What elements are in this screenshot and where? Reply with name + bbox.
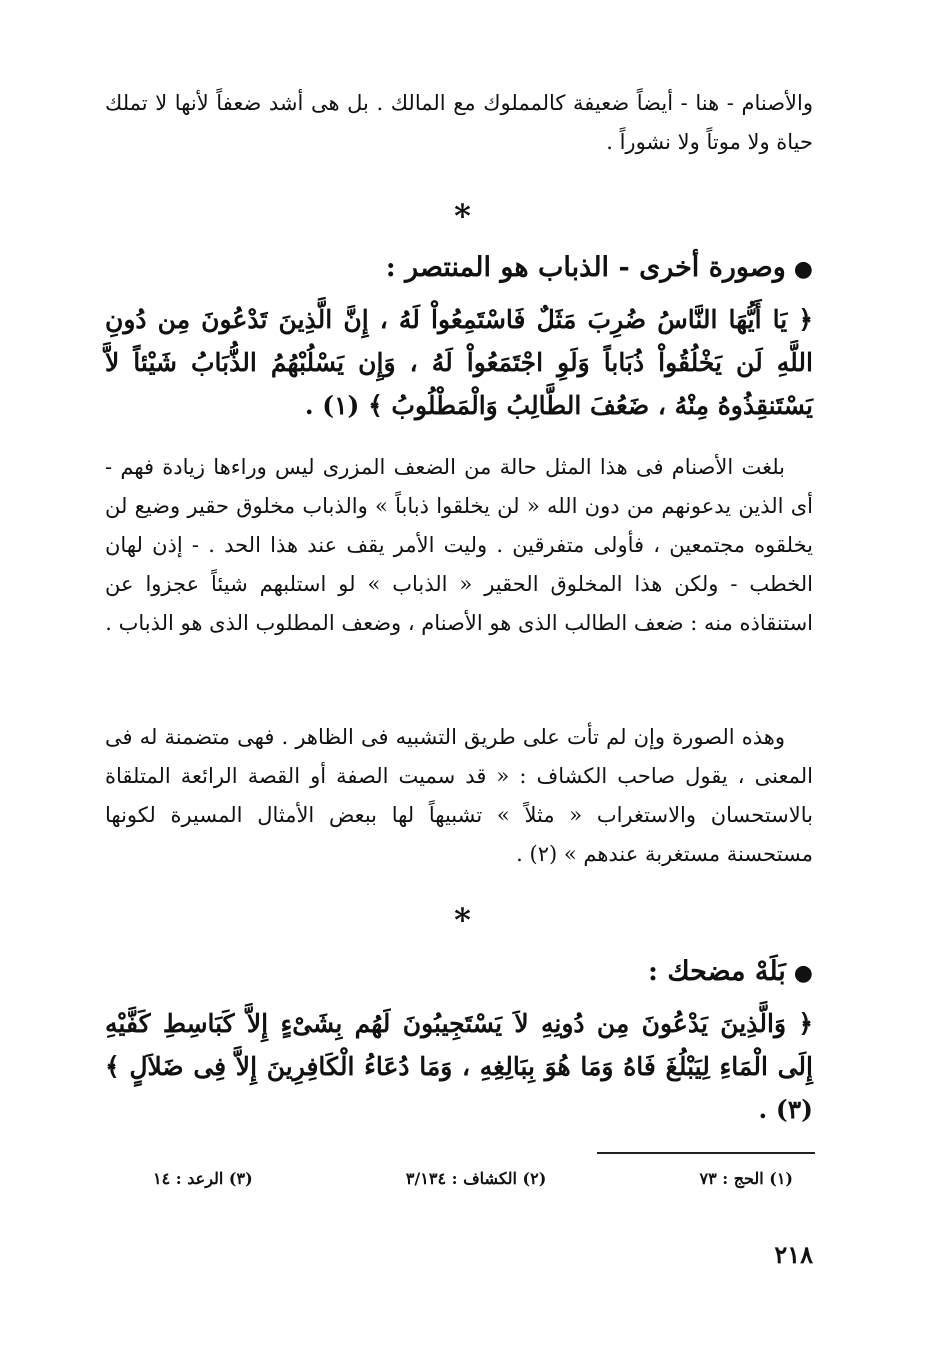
section-heading-fly (105, 248, 813, 289)
footnote-3: (٣) الرعد : ١٤ (153, 1169, 253, 1188)
footnotes (153, 1165, 793, 1193)
footnote-divider (597, 1152, 815, 1154)
paragraph-intro: والأصنام - هنا - أيضاً ضعيفة كالمملوك مع المالك . بل هى أشد ضعفاً لأنها لا تملك حياة ولا موتاً ولا نشوراً . (105, 91, 813, 154)
section-heading-laughable (105, 952, 813, 993)
section-separator-star: * (454, 901, 471, 939)
section-heading-fly-text: وصورة أخرى - الذباب هو المنتصر : (385, 252, 786, 283)
section-separator-star: * (454, 197, 471, 235)
quran-verse-fly: ﴿ يَا أَيُّهَا النَّاسُ ضُرِبَ مَثَلٌ فَاسْتَمِعُواْ لَهُ ، إِنَّ الَّذِينَ تَدْعُونَ مِن دُونِ اللَّهِ لَن يَخْلُقُواْ ذُبَاباً وَلَوِ اجْتَمَعُواْ لَهُ ، وَإِن يَسْلُبْهُمُ الذُّبَابُ شَيْئاً لاَّ يَسْتَنقِذُوهُ مِنْهُ ، ضَعُفَ الطَّالِبُ وَالْمَطْلُوبُ ﴾ (١) . (105, 305, 813, 420)
footnote-1: (١) الحج : ٧٣ (699, 1169, 793, 1188)
paragraph-kashshaf-quote: وهذه الصورة وإن لم تأت على طريق التشبيه فى الظاهر . فهى متضمنة له فى المعنى ، يقول صاحب الكشاف : « قد سميت الصفة أو القصة الرائعة المتلقاة بالاستحسان والاستغراب « مثلاً » تشبيهاً لها ببعض الأمثال المسيرة لكونها مستحسنة مستغربة عندهم » (٢) . (105, 725, 813, 866)
paragraph-fly-explanation: بلغت الأصنام فى هذا المثل حالة من الضعف المزرى ليس وراءها زيادة فهم - أى الذين يدعونهم من دون الله « لن يخلقوا ذباباً » والذباب مخلوق حقير وضيع لن يخلقوه مجتمعين ، فأولى متفرقين . وليت الأمر يقف عند هذا الحد . - إذن لهان الخطب - ولكن هذا المخلوق الحقير « الذباب » لو استلبهم شيئاً عجزوا عن استنقاذه منه : ضعف الطالب الذى هو الأصنام ، وضعف المطلوب الذى هو الذباب . (105, 455, 813, 635)
footnote-2: (٢) الكشاف : ٣/١٣٤ (405, 1169, 547, 1188)
section-heading-laughable-text: بَلَهْ مضحك : (648, 956, 786, 987)
bullet-icon: ● (793, 256, 813, 282)
bullet-icon: ● (793, 960, 813, 986)
page-number: ٢١٨ (774, 1240, 813, 1269)
quran-verse-water: ﴿ وَالَّذِينَ يَدْعُونَ مِن دُونِهِ لاَ يَسْتَجِيبُونَ لَهُم بِشَىْءٍ إِلاَّ كَبَاسِطِ كَفَّيْهِ إِلَى الْمَاءِ لِيَبْلُغَ فَاهُ وَمَا هُوَ بِبَالِغِهِ ، وَمَا دُعَاءُ الْكَافِرِينَ إِلاَّ فِى ضَلاَلٍ ﴾ (٣) . (105, 1009, 813, 1124)
